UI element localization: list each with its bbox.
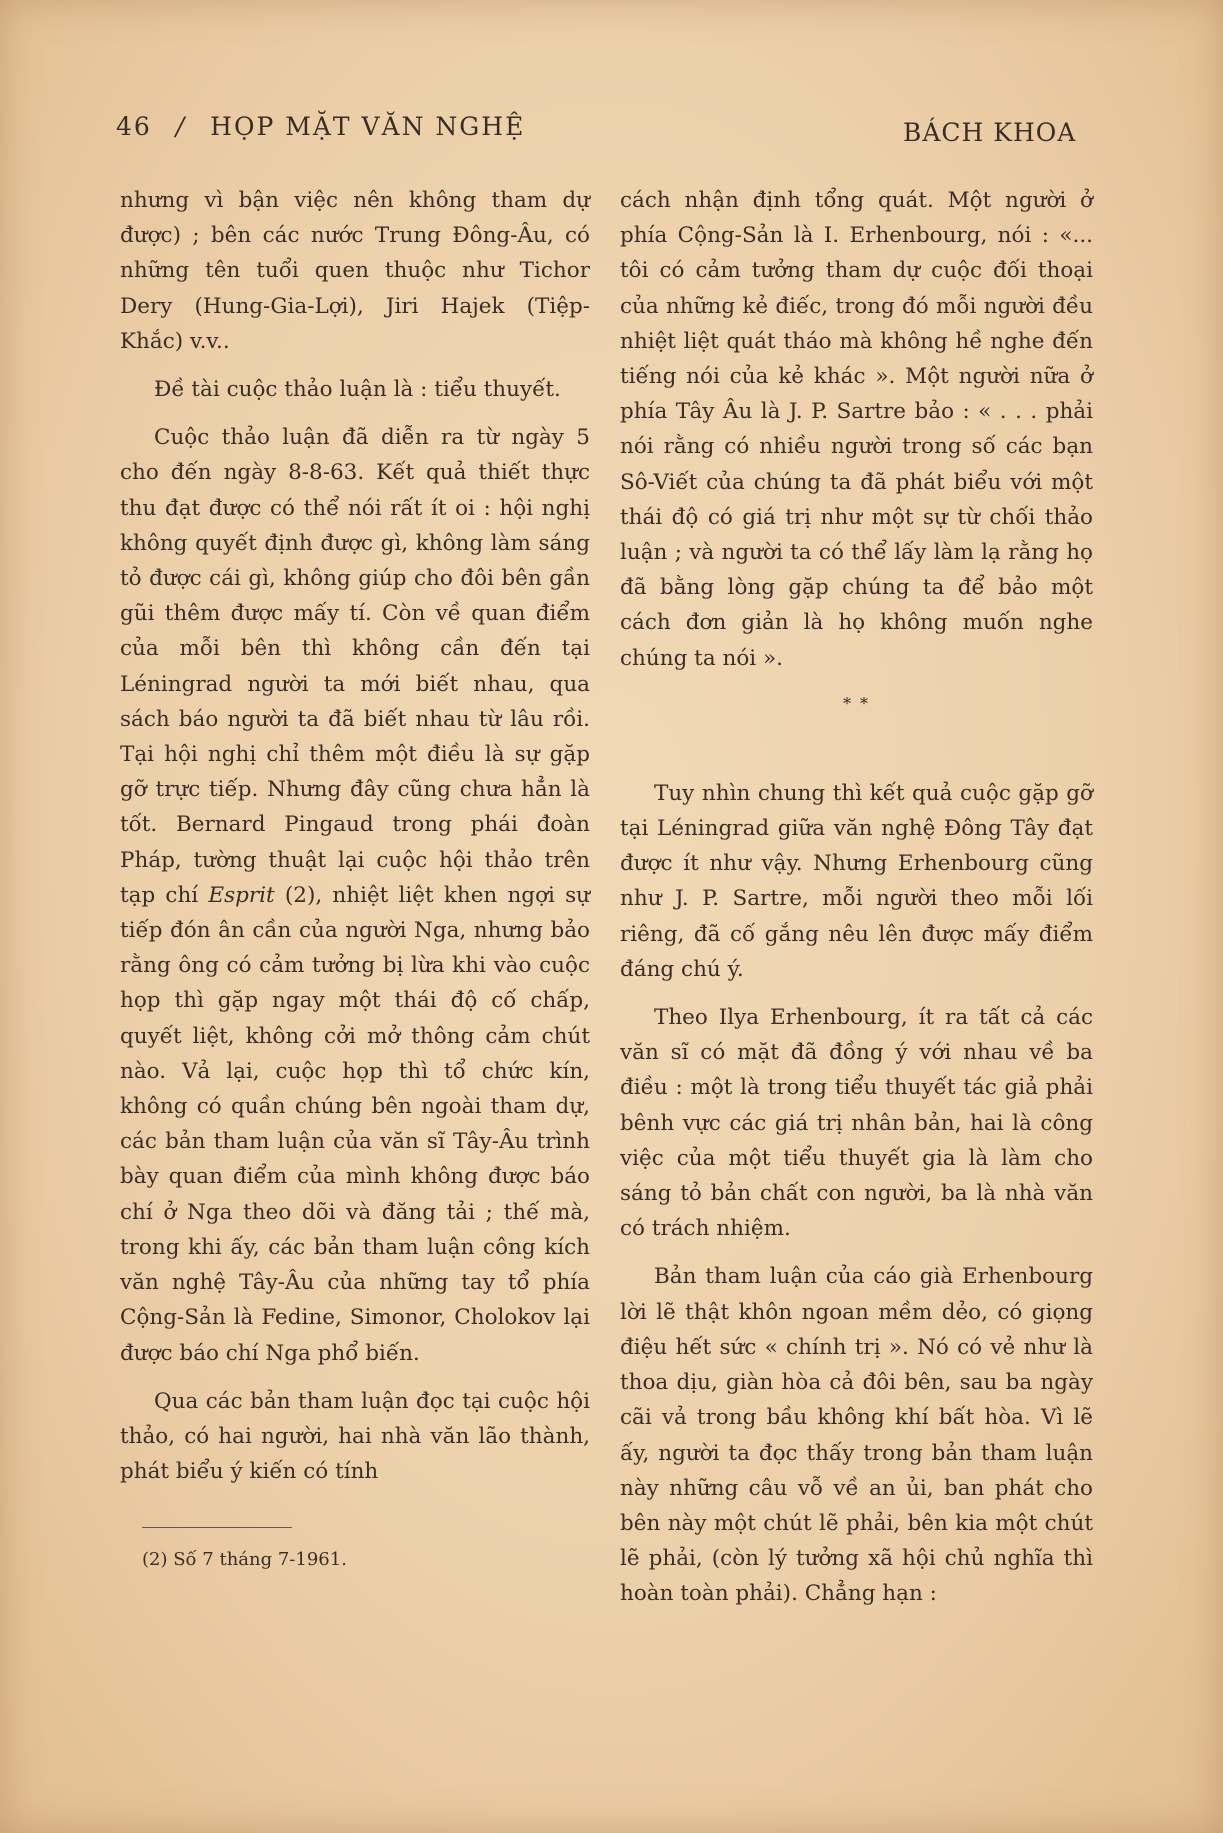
paragraph: Đề tài cuộc thảo luận là : tiểu thuyết. — [154, 377, 561, 403]
header-separator: / — [175, 112, 187, 141]
footnote-divider — [142, 1527, 292, 1528]
left-column — [120, 183, 590, 1578]
paragraph: Tuy nhìn chung thì kết quả cuộc gặp gỡ tại Léningrad giữa văn nghệ Đông Tây đạt được ít như vậy. Nhưng Erhenbourg cũng như J. P. Sartre, mỗi người theo mỗi lối riêng, đã cố gắng nêu lên được mấy điểm đáng chú ý. — [620, 780, 1093, 982]
paragraph-text: (2), nhiệt liệt khen ngợi sự tiếp đón ân cần của người Nga, nhưng bảo rằng ông có cảm tưởng bị lừa khi vào cuộc họp thì gặp ngay một thái độ cố chấp, quyết liệt, không cởi mở thông cảm chút nào. Vả lại, cuộc họp thì tổ chức kín, không có quần chúng bên ngoài tham dự, các bản tham luận của văn sĩ Tây-Âu trình bày quan điểm của mình không được báo chí ở Nga theo dõi và đăng tải ; thế mà, trong khi ấy, các bản tham luận công kích văn nghệ Tây-Âu của những tay tổ phía Cộng-Sản là Fedine, Simonor, Cholokov lại được báo chí Nga phổ biến. — [120, 882, 590, 1366]
right-column — [620, 183, 1093, 1612]
paragraph: cách nhận định tổng quát. Một người ở phía Cộng-Sản là I. Erhenbourg, nói : «... tôi có cảm tưởng tham dự cuộc đối thoại của những kẻ điếc, trong đó mỗi người đều nhiệt liệt quát tháo mà không hề nghe đến tiếng nói của kẻ khác ». Một người nữa ở phía Tây Âu là J. P. Sartre bảo : « . . . phải nói rằng có nhiều người trong số các bạn Sô-Viết của chúng ta đã phát biểu với một thái độ có giá trị như một sự từ chối thảo luận ; và người ta có thể lấy làm lạ rằng họ đã bằng lòng gặp chúng ta để bảo một cách đơn giản là họ không muốn nghe chúng ta nói ». — [620, 188, 1093, 671]
paragraph — [120, 420, 590, 1370]
journal-title: Esprit — [208, 882, 275, 908]
running-header — [116, 112, 525, 141]
paragraph: Theo Ilya Erhenbourg, ít ra tất cả các văn sĩ có mặt đã đồng ý với nhau về ba điều : một là trong tiểu thuyết tác giả phải bênh vực các giá trị nhân bản, hai là công việc của một tiểu thuyết gia là làm cho sáng tỏ bản chất con người, ba là nhà văn có trách nhiệm. — [620, 1005, 1093, 1242]
paragraph: nhưng vì bận việc nên không tham dự được) ; bên các nước Trung Đông-Âu, có những tên tuổi quen thuộc như Tichor Dery (Hung-Gia-Lợi), Jiri Hajek (Tiệp-Khắc) v.v.. — [120, 188, 590, 354]
paragraph: Qua các bản tham luận đọc tại cuộc hội thảo, có hai người, hai nhà văn lão thành, phát biểu ý kiến có tính — [120, 1388, 590, 1485]
page-number: 46 — [116, 112, 152, 141]
section-title: HỌP MẶT VĂN NGHỆ — [210, 112, 526, 141]
paragraph-text: Cuộc thảo luận đã diễn ra từ ngày 5 cho đến ngày 8-8-63. Kết quả thiết thực thu đạt được có thể nói rất ít oi : hội nghị không quyết định được gì, không làm sáng tỏ được cái gì, không giúp cho đôi bên gần gũi thêm được mấy tí. Còn về quan điểm của mỗi bên thì không cần đến tại Léningrad người ta mới biết nhau, qua sách báo người ta đã biết nhau từ lâu rồi. Tại hội nghị chỉ thêm một điều là sự gặp gỡ trực tiếp. Nhưng đây cũng chưa hẳn là tốt. Bernard Pingaud trong phái đoàn Pháp, tường thuật lại cuộc hội thảo trên tạp chí — [120, 425, 590, 908]
section-break-asterisks: * * — [842, 693, 871, 713]
paragraph: Bản tham luận của cáo già Erhenbourg lời lẽ thật khôn ngoan mềm dẻo, có giọng điệu hết sức « chính trị ». Nó có vẻ như là thoa dịu, giàn hòa cả đôi bên, sau ba ngày cãi vả trong bầu không khí bất hòa. Vì lẽ ấy, người ta đọc thấy trong bản tham luận này những câu vỗ về an ủi, ban phát cho bên này một chút lẽ phải, bên kia một chút lẽ phải, (còn lý tưởng xã hội chủ nghĩa thì hoàn toàn phải). Chẳng hạn : — [620, 1264, 1093, 1607]
footnote: (2) Số 7 tháng 7-1961. — [142, 1549, 347, 1571]
magazine-title: BÁCH KHOA — [903, 118, 1077, 147]
